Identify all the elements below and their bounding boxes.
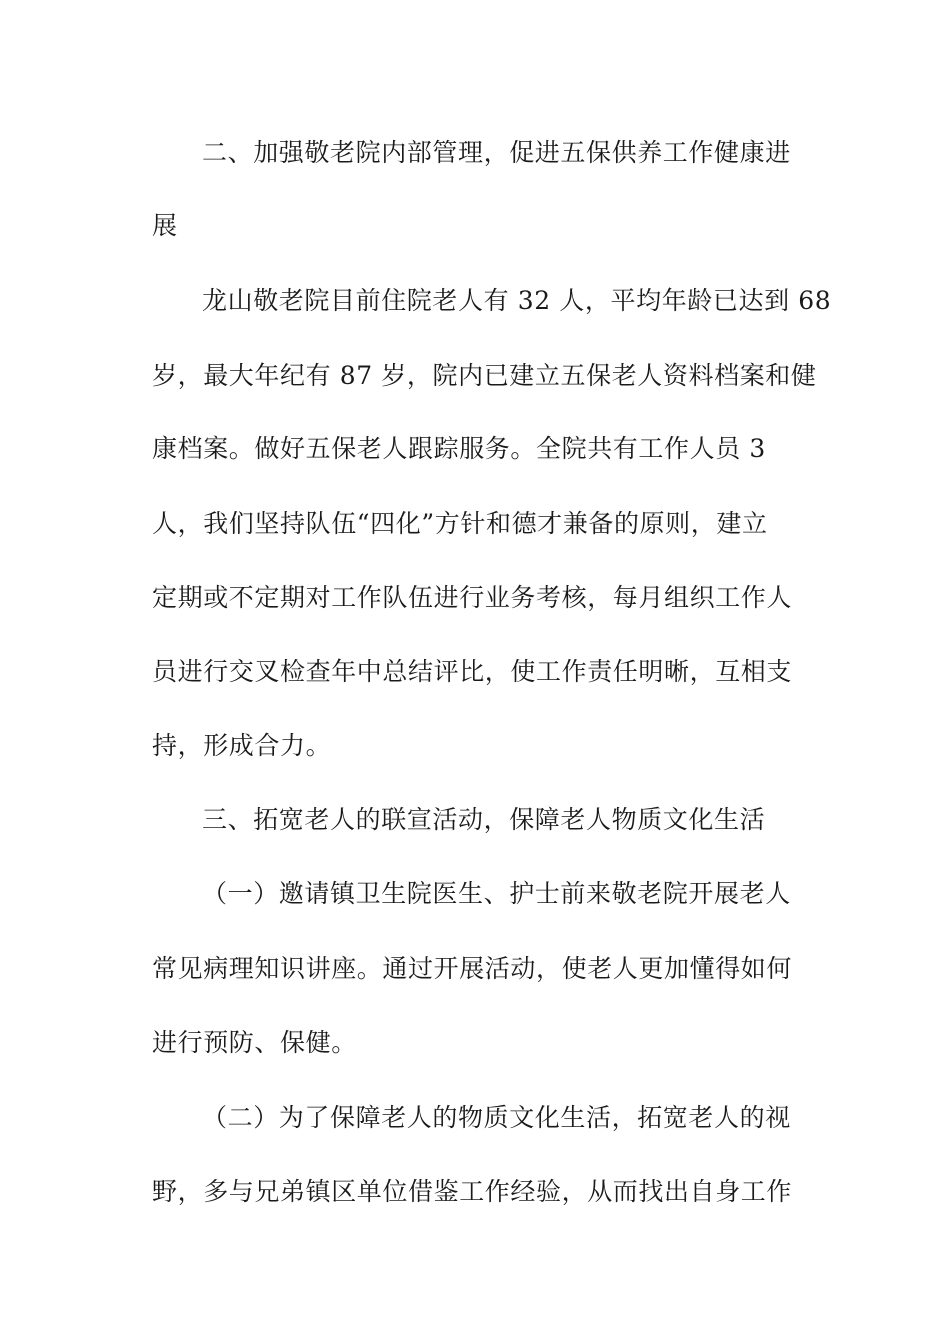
section-heading-3: 三、拓宽老人的联宣活动，保障老人物质文化生活	[202, 805, 766, 834]
paragraph-line: 龙山敬老院目前住院老人有 32 人，平均年龄已达到 68	[202, 286, 832, 315]
paragraph-line: 定期或不定期对工作队伍进行业务考核，每月组织工作人	[152, 583, 793, 612]
paragraph-line: 员进行交叉检查年中总结评比，使工作责任明晰，互相支	[152, 657, 793, 686]
paragraph-line: 康档案。做好五保老人跟踪服务。全院共有工作人员 3	[152, 434, 766, 463]
section-heading-2: 二、加强敬老院内部管理，促进五保供养工作健康进	[202, 138, 791, 167]
paragraph-line: 持，形成合力。	[152, 731, 332, 760]
section-heading-2-continued: 展	[152, 211, 178, 240]
paragraph-line: 人，我们坚持队伍“四化”方针和德才兼备的原则，建立	[152, 509, 768, 538]
paragraph-line: 常见病理知识讲座。通过开展活动，使老人更加懂得如何	[152, 954, 793, 983]
paragraph-line: （一）邀请镇卫生院医生、护士前来敬老院开展老人	[202, 879, 791, 908]
paragraph-line: 岁，最大年纪有 87 岁，院内已建立五保老人资料档案和健	[152, 361, 817, 390]
paragraph-line: （二）为了保障老人的物质文化生活，拓宽老人的视	[202, 1103, 791, 1132]
paragraph-line: 进行预防、保健。	[152, 1028, 357, 1057]
paragraph-line: 野，多与兄弟镇区单位借鉴工作经验，从而找出自身工作	[152, 1177, 793, 1206]
